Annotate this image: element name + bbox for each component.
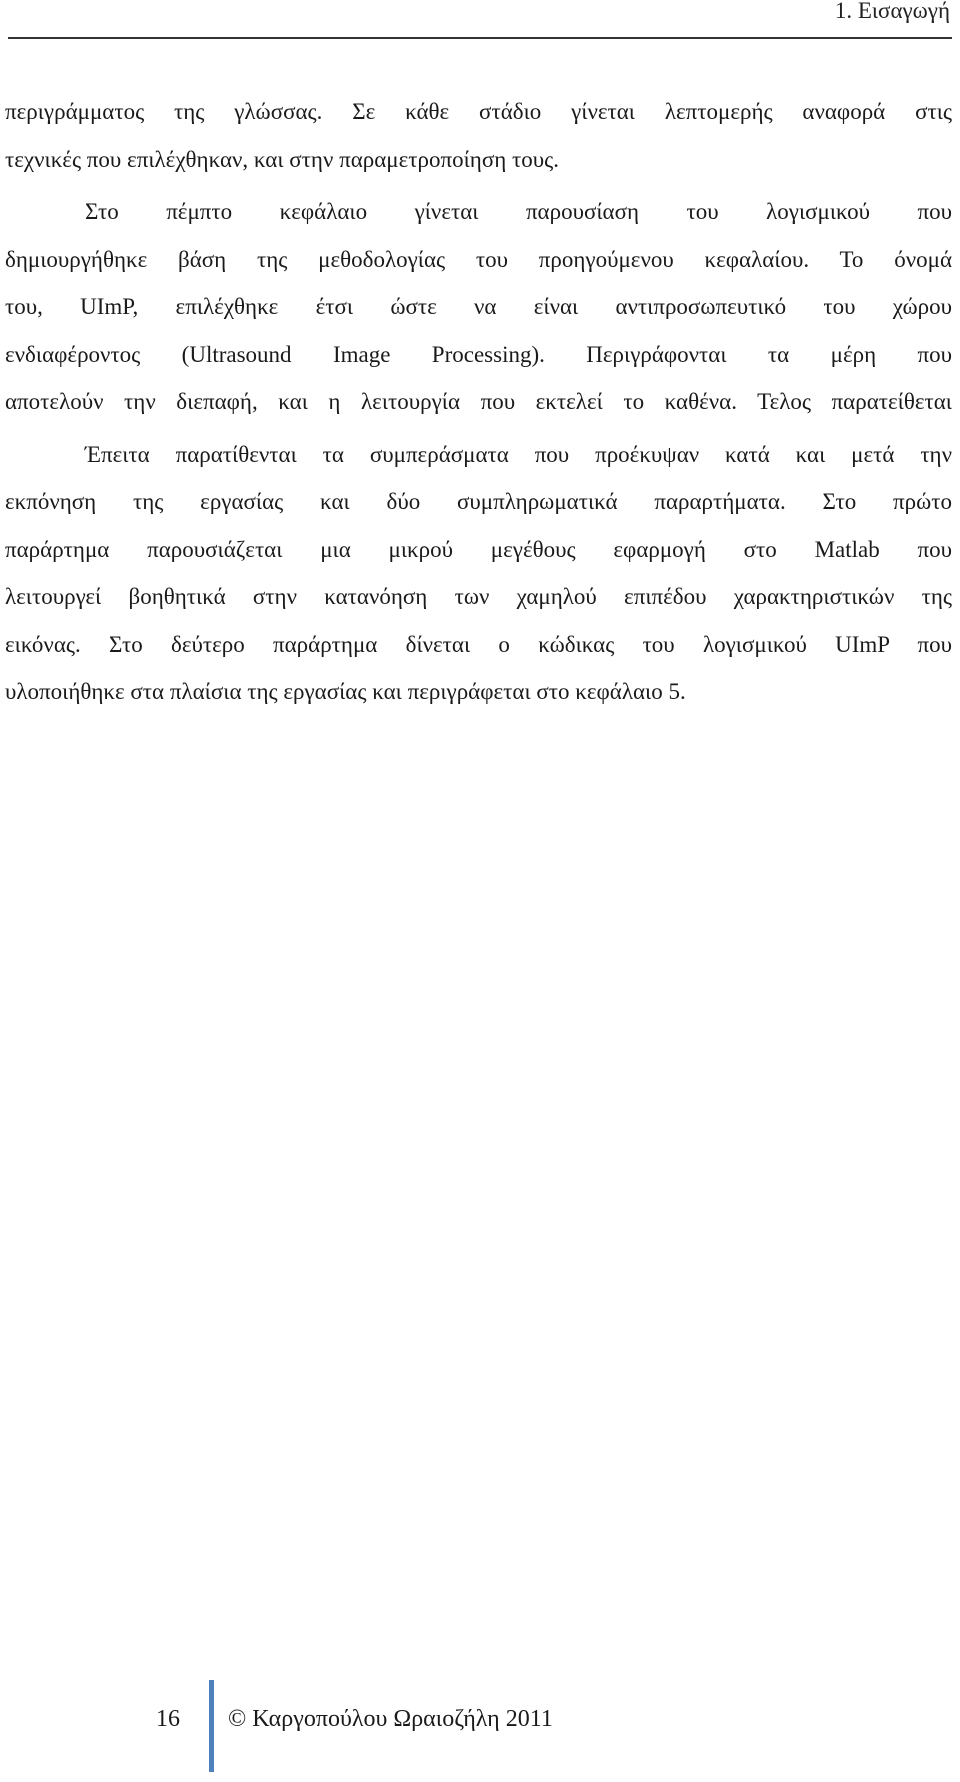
text-line: περιγράμματος της γλώσσας. Σε κάθε στάδιο γίνεται λεπτομερής αναφορά στις (5, 99, 952, 124)
text-line: λειτουργεί βοηθητικά στην κατανόηση των χαμηλού επιπέδου χαρακτηριστικών της (5, 584, 952, 609)
text-line: αποτελούν την διεπαφή, και η λειτουργία που εκτελεί το καθένα. Τελος παρατείθεται (5, 389, 952, 414)
text-line: εικόνας. Στο δεύτερο παράρτημα δίνεται ο κώδικας του λογισμικού UImP που (5, 631, 952, 657)
paragraph-3 (0, 431, 952, 716)
copyright-notice: © Καργοπούλου Ωραιοζήλη 2011 (228, 1706, 553, 1732)
paragraph-1 (0, 88, 952, 183)
text-line: δημιουργήθηκε βάση της μεθοδολογίας του προηγούμενου κεφαλαίου. Το όνομά (5, 246, 952, 272)
page-footer (0, 1680, 960, 1782)
chapter-title: 1. Εισαγωγή (834, 0, 950, 23)
body-text (0, 88, 952, 716)
paragraph-2 (0, 188, 952, 426)
text-line: υλοποιήθηκε στα πλαίσια της εργασίας και περιγράφεται στο κεφάλαιο 5. (5, 679, 686, 704)
text-line: ενδιαφέροντος (Ultrasound Image Processing). Περιγράφονται τα μέρη που (5, 341, 952, 367)
header-rule (8, 37, 952, 39)
text-line: του, UImP, επιλέχθηκε έτσι ώστε να είναι αντιπροσωπευτικό του χώρου (5, 294, 952, 319)
page-number: 16 (156, 1706, 180, 1732)
footer-accent-bar (209, 1680, 214, 1772)
text-line: Έπειτα παρατίθενται τα συμπεράσματα που προέκυψαν κατά και μετά την (85, 441, 952, 467)
text-line: Στο πέμπτο κεφάλαιο γίνεται παρουσίαση του λογισμικού που (85, 199, 952, 224)
text-line: εκπόνηση της εργασίας και δύο συμπληρωματικά παραρτήματα. Στο πρώτο (5, 489, 952, 514)
text-line: παράρτημα παρουσιάζεται μια μικρού μεγέθους εφαρμογή στο Matlab που (5, 536, 952, 562)
text-line: τεχνικές που επιλέχθηκαν, και στην παραμετροποίηση τους. (5, 146, 559, 172)
